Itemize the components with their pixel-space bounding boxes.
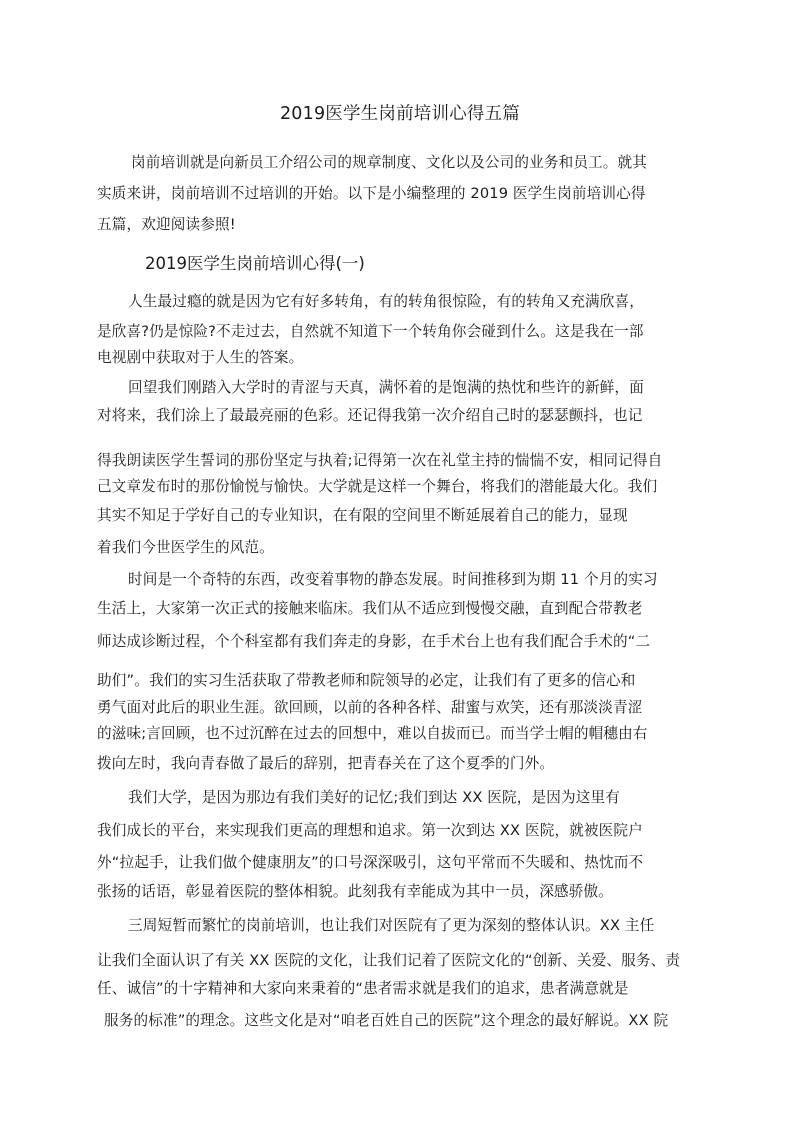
body-line: 张扬的话语，彰显着医院的整体相貌。此刻我有幸能成为其中一员，深感骄傲。: [97, 883, 614, 900]
body-line: 人生最过瘾的就是因为它有好多转角，有的转角很惊险，有的转角又充满欣喜，: [128, 293, 645, 310]
body-line: 助们”。我们的实习生活获取了带教老师和院领导的必定，让我们有了更多的信心和: [97, 672, 636, 689]
body-line: 时间是一个奇特的东西，改变着事物的静态发展。时间推移到为期 11 个月的实习: [128, 571, 658, 588]
intro-line: 五篇，欢迎阅读参照!: [97, 216, 236, 233]
body-line: 的滋味;言回顾，也不过沉醉在过去的回想中，难以自拔而已。而当学士帽的帽穗由右: [97, 725, 648, 742]
body-line: 回望我们刚踏入大学时的青涩与天真，满怀着的是饱满的热忱和些许的新鲜，面: [128, 379, 645, 396]
section-title: 2019医学生岗前培训心得(一): [145, 254, 365, 273]
body-line: 三周短暂而繁忙的岗前培训，也让我们对医院有了更为深刻的整体认识。XX 主任: [128, 917, 655, 934]
body-line: 己文章发布时的那份愉悦与愉快。大学就是这样一个舞台，将我们的潜能最大化。我们: [97, 478, 658, 495]
document-title: 2019医学生岗前培训心得五篇: [279, 104, 521, 124]
body-line: 任、诚信”的十字精神和大家向来秉着的“患者需求就是我们的追求，患者满意就是: [97, 980, 629, 997]
intro-line: 实质来讲，岗前培训不过培训的开始。以下是小编整理的 2019 医学生岗前培训心得: [97, 185, 646, 202]
body-line: 勇气面对此后的职业生涯。欲回顾，以前的各种各样、甜蜜与欢笑，还有那淡淡青涩: [97, 699, 643, 716]
intro-line: 岗前培训就是向新员工介绍公司的规章制度、文化以及公司的业务和员工。就其: [131, 154, 648, 171]
body-line: 拨向左时，我向青春做了最后的辞别，把青春关在了这个夏季的门外。: [97, 755, 555, 772]
body-line: 生活上，大家第一次正式的接触来临床。我们从不适应到慢慢交融，直到配合带教老: [97, 600, 643, 617]
body-line: 电视剧中获取对于人生的答案。: [97, 349, 304, 366]
body-line: 是欣喜?仍是惊险?不走过去，自然就不知道下一个转角你会碰到什么。这是我在一部: [97, 323, 644, 340]
body-line: 师达成诊断过程，个个科室都有我们奔走的身影，在手术台上也有我们配合手术的“二: [97, 633, 651, 650]
body-line: 对将来，我们涂上了最最亮丽的色彩。还记得我第一次介绍自己时的瑟瑟颤抖，也记: [97, 407, 643, 424]
body-line: 服务的标准”的理念。这些文化是对“咱老百姓自己的医院”这个理念的最好解说。XX 院: [104, 1012, 669, 1029]
body-line: 其实不知足于学好自己的专业知识，在有限的空间里不断延展着自己的能力，显现: [97, 507, 628, 524]
body-line: 我们成长的平台，来实现我们更高的理想和追求。第一次到达 XX 医院，就被医院户: [97, 822, 643, 839]
body-line: 外“拉起手，让我们做个健康朋友”的口号深深吸引，这句平常而不失暖和、热忱而不: [97, 854, 644, 871]
body-line: 得我朗读医学生誓词的那份坚定与执着;记得第一次在礼堂主持的惴惴不安，相同记得自: [97, 452, 663, 469]
body-line: 让我们全面认识了有关 XX 医院的文化，让我们记着了医院文化的“创新、关爱、服务、责: [97, 952, 681, 969]
body-line: 我们大学，是因为那边有我们美好的记忆;我们到达 XX 医院，是因为这里有: [128, 789, 620, 806]
body-line: 着我们今世医学生的风范。: [97, 539, 274, 556]
